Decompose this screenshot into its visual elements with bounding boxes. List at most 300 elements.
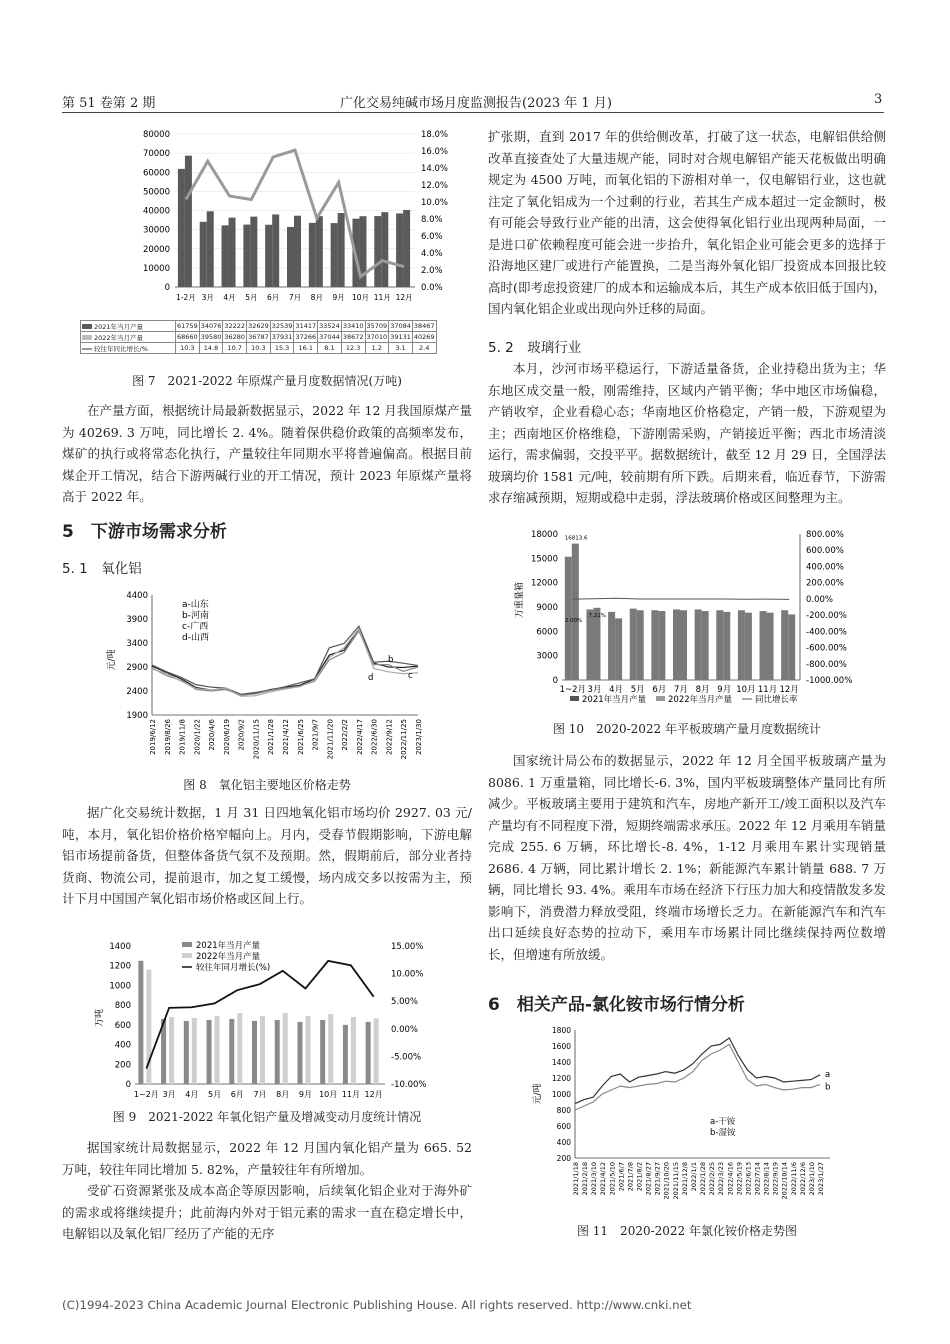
y-tick-label: 600 <box>114 1020 131 1031</box>
y2-tick-label: 5.00% <box>391 997 419 1008</box>
fig8-caption: 图 8 氧化铝主要地区价格走势 <box>183 778 351 792</box>
y2-tick-label: 8.0% <box>421 215 443 225</box>
bar-2021 <box>630 609 637 680</box>
y2-tick-label: 16.0% <box>421 147 449 157</box>
x-tick-label: 2021/9/7 <box>311 719 320 751</box>
y-tick-label: 200 <box>114 1060 131 1071</box>
x-tick-label: 10月 <box>351 293 369 302</box>
table-cell: 39580 <box>200 333 222 341</box>
bar-2022 <box>680 610 687 680</box>
heading-5-1: 5. 1 氧化铝 <box>62 561 142 577</box>
x-tick-label: 2022/2/2 <box>341 719 350 751</box>
bar-2022 <box>351 1017 356 1084</box>
x-tick-label: 2021/5/10 <box>608 1162 617 1196</box>
x-tick-label: 8月 <box>695 685 710 695</box>
bar-2022 <box>338 213 345 287</box>
table-cell: 1.2 <box>365 343 389 354</box>
y2-tick-label: -400.00% <box>806 627 847 638</box>
x-tick-label: 4月 <box>609 685 624 695</box>
legend-entry: 2021年当月产量 <box>196 941 261 951</box>
x-tick-label: 2021/6/7 <box>617 1162 626 1192</box>
y2-tick-label: 18.0% <box>421 130 449 140</box>
legend-entry: 2022年当月产量 <box>668 695 733 705</box>
bar-2021 <box>265 225 272 287</box>
x-tick-label: 2022/4/17 <box>355 719 364 755</box>
legend-swatch <box>82 324 92 329</box>
x-tick-label: 2021/9/27 <box>653 1162 662 1196</box>
x-tick-label: 3月 <box>162 1090 176 1099</box>
bar-2022 <box>283 1013 288 1084</box>
x-tick-label: 10月 <box>319 1090 338 1099</box>
y2-tick-label: 400.00% <box>806 562 844 573</box>
table-cell: 32629 <box>248 322 269 330</box>
para-glass-2: 国家统计局公布的数据显示，2022 年 12 月全国平板玻璃产量为 8086. 1 万重量箱，同比增长-6. 3%，国内平板玻璃整体产量同比有所减少。平板玻璃主要用于建筑和汽车，房地产新开工/竣工面积以及汽车产量均有不同程度下滑，短期终端需求承压。2022 年 12 月乘用车销量完成 255. 6 万辆，环比增长-8. 4%，1-12 月乘用车累计实现销量 2686. 4 万辆，同比累计增长 2. 1%；新能源汽车累计销量 688. 7 万辆，同比增长 93. 4%。乘用车市场在经济下行压力加大和疫情散发多发影响下，消费潜力释放受阻，终端市场增长乏力。在新能源汽车和汽车出口延续良好态势的拉动下，乘用车市场累计同比继续保持两位数增长，但增速有所放缓。 <box>488 753 886 962</box>
x-tick-label: 2022/11/25 <box>400 719 409 760</box>
bar-2022 <box>328 1014 333 1084</box>
fig9-caption: 图 9 2021-2022 年氧化铝产量及增减变动月度统计情况 <box>112 1110 422 1124</box>
bar-2022 <box>723 612 730 680</box>
para-coal: 在产量方面，根据统计局最新数据显示，2022 年 12 月我国原煤产量为 40269. 3 万吨，同比增长 2. 4%。随着保供稳价政策的高频率发布，煤矿的执行或将常态化执行，产量较往年同期水平将普遍偏高。根据目前煤企开工情况，结合下游两碱行业的开工情况，预计 2023 年原煤产量将高于 2022 年。 <box>62 403 472 504</box>
x-tick-label: 2022/8/14 <box>762 1162 771 1196</box>
table-cell: 36280 <box>224 333 246 341</box>
curve-letter: a <box>825 1069 831 1080</box>
bar-2021 <box>781 610 788 680</box>
bar-2021 <box>243 225 250 287</box>
bar-2021 <box>287 227 294 287</box>
table-cell: 15.3 <box>270 343 294 354</box>
bar-2022 <box>215 1016 220 1084</box>
x-tick-label: 2022/1/1 <box>689 1162 698 1192</box>
bar-2021 <box>297 1022 302 1084</box>
y-tick-label: 3000 <box>536 651 558 662</box>
y2-tick-label: 14.0% <box>421 164 449 174</box>
x-tick-label: 2021/1/28 <box>267 719 276 755</box>
x-tick-label: 2020/1/22 <box>193 719 202 755</box>
table-cell: 37084 <box>390 322 411 330</box>
fig7-row-2022 <box>81 332 437 343</box>
x-tick-label: 6月 <box>267 293 280 302</box>
y-tick-label: 1000 <box>109 981 131 992</box>
heading-5-2: 5. 2 玻璃行业 <box>488 340 582 356</box>
x-tick-label: 7月 <box>288 293 302 302</box>
x-tick-label: 12月 <box>779 685 799 695</box>
bar-2022 <box>229 218 236 287</box>
x-tick-label: 2020/11/15 <box>252 719 261 760</box>
x-tick-label: 5月 <box>630 685 645 695</box>
bar-2022 <box>745 613 752 680</box>
bar-2022 <box>658 611 665 680</box>
x-tick-label: 10月 <box>736 685 756 695</box>
bar-2022 <box>272 214 279 287</box>
x-tick-label: 2020/6/19 <box>222 719 231 755</box>
table-cell: 10.3 <box>176 343 200 354</box>
data-label: 7.21% <box>588 613 606 619</box>
fig10-chart <box>510 522 880 712</box>
x-tick-label: 2022/12/6 <box>798 1162 807 1196</box>
y-tick-label: 3900 <box>126 615 148 625</box>
header-volume: 第 51 卷第 2 期 <box>62 96 156 111</box>
bar-2022 <box>615 618 622 680</box>
fig7-row-label <box>81 332 176 343</box>
x-tick-label: 3月 <box>201 293 214 302</box>
bar-2022 <box>237 1013 242 1084</box>
y-tick-label: 800 <box>556 1106 571 1115</box>
y-tick-label: 0 <box>125 1080 131 1090</box>
y2-tick-label: -200.00% <box>806 611 847 622</box>
x-tick-label: 2022/5/19 <box>735 1162 744 1196</box>
fig9-chart <box>90 938 460 1106</box>
y-tick-label: 2900 <box>126 663 148 673</box>
bar-2021 <box>178 169 185 287</box>
y-tick-label: 10000 <box>142 263 170 274</box>
y2-tick-label: -1000.00% <box>806 676 853 686</box>
x-tick-label: 2022/11/6 <box>789 1162 798 1196</box>
data-label: 16813.6 <box>564 535 588 542</box>
bar-2021 <box>320 1020 325 1084</box>
bar-2021 <box>200 222 207 287</box>
x-tick-label: 6月 <box>652 685 667 695</box>
legend-entry: b-湿铵 <box>710 1128 736 1138</box>
bar-2021 <box>184 1021 189 1084</box>
y2-tick-label: -600.00% <box>806 643 847 654</box>
legend-swatch <box>570 696 579 701</box>
x-tick-label: 1~2月 <box>559 685 587 695</box>
bar-2021 <box>309 223 316 287</box>
x-tick-label: 2022/3/23 <box>717 1162 726 1196</box>
legend-entry: b-河南 <box>182 611 209 621</box>
y-tick-label: 1400 <box>109 942 131 952</box>
y-tick-label: 60000 <box>142 168 170 179</box>
legend-swatch <box>656 696 665 701</box>
x-tick-label: 5月 <box>207 1090 222 1099</box>
y-tick-label: 20000 <box>142 244 170 255</box>
bar-2022 <box>260 1016 265 1084</box>
x-tick-label: 2022/6/30 <box>370 719 379 755</box>
x-tick-label: 2023/1/30 <box>415 719 423 755</box>
x-tick-label: 7月 <box>674 685 688 695</box>
x-tick-label: 2022/1/28 <box>699 1162 708 1196</box>
table-cell: 33524 <box>319 322 340 330</box>
legend-entry: d-山西 <box>182 633 209 643</box>
x-tick-label: 2020/4/6 <box>208 719 217 751</box>
y-tick-label: 70000 <box>142 149 170 160</box>
legend-swatch <box>182 942 192 947</box>
y-tick-label: 40000 <box>142 206 170 217</box>
x-tick-label: 9月 <box>332 293 345 302</box>
y-tick-label: 12000 <box>530 578 558 589</box>
y-tick-label: 9000 <box>536 603 558 613</box>
fig7-row-2021 <box>81 321 437 332</box>
bar-2021 <box>760 611 767 680</box>
y-axis-label: 元/吨 <box>533 1083 543 1105</box>
y2-tick-label: 15.00% <box>391 942 424 952</box>
y2-tick-label: 2.0% <box>421 266 443 276</box>
x-tick-label: 2021/11/20 <box>326 719 335 760</box>
y2-tick-label: 6.0% <box>421 232 443 242</box>
y-tick-label: 1400 <box>551 1058 571 1067</box>
bar-2021 <box>673 609 680 680</box>
bar-2021 <box>331 223 338 287</box>
table-cell: 32539 <box>271 322 293 330</box>
bar-2021 <box>586 609 593 680</box>
y2-tick-label: 12.0% <box>421 181 449 191</box>
y2-tick-label: 800.00% <box>806 530 844 540</box>
y-axis-label: 元/吨 <box>107 649 117 671</box>
x-tick-label: 2022/4/16 <box>726 1162 735 1196</box>
table-cell: 12.3 <box>341 343 365 354</box>
curve-letter: b <box>388 655 394 665</box>
fig11-caption: 图 11 2020-2022 年氯化铵价格走势图 <box>576 1224 798 1238</box>
price-line-0 <box>575 1038 820 1104</box>
bar-2021 <box>738 610 745 680</box>
fig7-label-2021: 2021年当月产量 <box>94 322 144 331</box>
y2-tick-label: 0.00% <box>391 1024 419 1035</box>
y-tick-label: 4400 <box>126 591 148 601</box>
y-tick-label: 400 <box>556 1138 571 1147</box>
x-tick-label: 12月 <box>395 293 413 302</box>
heading-section-6: 6 相关产品-氯化铵市场行情分析 <box>488 995 745 1015</box>
x-tick-label: 2021/11/15 <box>671 1162 680 1200</box>
fig11-chart <box>530 1020 840 1216</box>
bar-2021 <box>252 1021 257 1084</box>
table-cell: 2.4 <box>412 343 436 354</box>
table-cell: 10.3 <box>247 343 271 354</box>
growth-line <box>573 598 789 599</box>
x-tick-label: 1~2月 <box>133 1090 159 1099</box>
fig7-row-label <box>81 343 176 354</box>
x-tick-label: 3月 <box>587 685 602 695</box>
table-cell: 39131 <box>390 333 411 341</box>
x-tick-label: 11月 <box>341 1090 361 1099</box>
x-tick-label: 4月 <box>223 293 236 302</box>
table-cell: 34076 <box>200 322 222 330</box>
x-tick-label: 2021/12/8 <box>680 1162 689 1196</box>
x-tick-label: 2022/7/14 <box>753 1162 762 1196</box>
table-cell: 61759 <box>177 322 198 330</box>
fig7-row-label <box>81 321 176 332</box>
header-rule <box>62 112 884 113</box>
x-tick-label: 2020/9/2 <box>237 719 246 751</box>
y2-tick-label: 600.00% <box>806 546 844 557</box>
bar-2021 <box>651 610 658 680</box>
y-tick-label: 3400 <box>126 639 148 649</box>
table-cell: 31417 <box>295 322 317 330</box>
y-tick-label: 1900 <box>126 711 148 721</box>
table-cell: 40269 <box>413 333 435 341</box>
legend-swatch <box>182 953 192 958</box>
fig7-row-growth <box>81 343 437 354</box>
table-cell: 37044 <box>319 333 340 341</box>
bar-2021 <box>207 1020 212 1084</box>
y2-tick-label: -10.00% <box>391 1080 427 1090</box>
table-cell: 38467 <box>413 322 435 330</box>
table-cell: 10.7 <box>223 343 247 354</box>
legend-swatch <box>82 348 92 350</box>
y2-tick-label: 200.00% <box>806 578 844 589</box>
table-cell: 37931 <box>271 333 293 341</box>
para-alumina-3: 受矿石资源紧张及成本高企等原因影响，后续氧化铝企业对于海外矿的需求或将继续提升；此前海内外对于铝元素的需求一直在稳定增长中，电解铝以及氧化铝厂经历了产能的无序 <box>62 1183 472 1241</box>
bar-2021 <box>343 1025 348 1084</box>
bar-2022 <box>305 1016 310 1084</box>
para-alumina-cont: 扩张期，直到 2017 年的供给侧改革，打破了这一状态，电解铝供给侧改革直接查处了大量违规产能，同时对合规电解铝产能天花板做出明确规定为 4500 万吨，而氧化铝的下游相对单一，仅电解铝行业，这也就注定了氧化铝成为一个过剩的行业，若其生产成本超过一定金额时，极有可能会导致行业产能的出清，这会使得氧化铝行业出现两种局面，一是进口矿依赖程度可能会进一步抬升，氧化铝企业可能会更多的选择于沿海地区建厂或进行产能置换，二是当海外氧化铝厂投资成本回报比较高时(即考虑投资建厂的成本和运输成本后，其生产成本依旧低于国内)，国内氧化铝企业或出现向外迁移的局面。 <box>488 129 886 316</box>
table-cell: 8.1 <box>318 343 342 354</box>
y-tick-label: 600 <box>556 1122 571 1131</box>
x-tick-label: 2021/10/20 <box>662 1162 671 1200</box>
y-tick-label: 400 <box>114 1040 131 1051</box>
fig7-label-growth: 较往年同比增长/% <box>94 344 148 353</box>
y-tick-label: 80000 <box>142 130 170 140</box>
x-tick-label: 2022/10/14 <box>780 1162 789 1200</box>
x-tick-label: 2021/8/27 <box>644 1162 653 1196</box>
x-tick-label: 2021/1/18 <box>572 1162 580 1196</box>
y-tick-label: 0 <box>164 283 170 293</box>
bar-2022 <box>767 613 774 680</box>
x-tick-label: 2022/9/19 <box>771 1162 780 1196</box>
legend-entry: 同比增长率 <box>755 695 798 705</box>
x-tick-label: 2021/3/10 <box>590 1162 599 1196</box>
bar-2021 <box>716 610 723 680</box>
y-tick-label: 50000 <box>142 187 170 198</box>
y-tick-label: 15000 <box>530 554 558 565</box>
x-tick-label: 12月 <box>364 1090 383 1099</box>
table-cell: 68660 <box>177 333 198 341</box>
table-cell: 33410 <box>342 322 364 330</box>
x-tick-label: 2019/8/26 <box>163 719 172 755</box>
y-tick-label: 800 <box>114 1001 131 1012</box>
legend-entry: a-山东 <box>182 600 209 610</box>
x-tick-label: 4月 <box>185 1090 199 1099</box>
bar-2022 <box>702 611 709 680</box>
bar-2022 <box>316 216 323 287</box>
footer-copyright: (C)1994-2023 China Academic Journal Electronic Publishing House. All rights reserved. http://www.cnki.net <box>62 1298 692 1312</box>
table-cell: 3.1 <box>389 343 413 354</box>
bar-2022 <box>637 610 644 680</box>
data-label: 2.00% <box>564 618 583 624</box>
heading-section-5: 5 下游市场需求分析 <box>62 522 227 542</box>
x-tick-label: 11月 <box>373 293 391 302</box>
bar-2021 <box>138 961 143 1084</box>
para-alumina-2: 据国家统计局数据显示，2022 年 12 月国内氧化铝产量为 665. 52 万吨，较往年同比增加 5. 82%，产量较往年有所增加。 <box>62 1140 472 1177</box>
bar-2021 <box>396 213 403 287</box>
x-tick-label: 2022/9/12 <box>385 719 394 755</box>
x-tick-label: 2021/4/12 <box>599 1162 608 1196</box>
x-tick-label: 2021/7/8 <box>626 1162 635 1192</box>
bar-2022 <box>185 156 192 287</box>
x-tick-label: 11月 <box>757 685 778 695</box>
bar-2022 <box>207 211 214 287</box>
bar-2022 <box>374 1018 379 1084</box>
bar-2022 <box>169 1017 174 1084</box>
y2-tick-label: 10.0% <box>421 198 449 208</box>
y2-tick-label: 0.0% <box>421 283 443 293</box>
curve-letter: b <box>825 1082 831 1093</box>
x-tick-label: 6月 <box>230 1090 244 1099</box>
y-axis-label: 万吨 <box>95 1008 105 1028</box>
x-tick-label: 9月 <box>717 685 732 695</box>
y-axis-label: 万重量箱 <box>515 581 525 619</box>
table-cell: 32222 <box>224 322 246 330</box>
fig7-label-2022: 2022年当月产量 <box>94 333 144 342</box>
curve-letter: d <box>368 673 374 683</box>
y-tick-label: 1200 <box>109 961 131 972</box>
fig7-caption: 图 7 2021-2022 年原煤产量月度数据情况(万吨) <box>132 374 402 388</box>
bar-2021 <box>229 1019 234 1084</box>
legend-entry: 较往年同月增长(%) <box>196 963 271 973</box>
x-tick-label: 2022/6/13 <box>744 1162 753 1196</box>
y-tick-label: 0 <box>552 676 558 686</box>
legend-entry: 2022年当月产量 <box>196 952 261 962</box>
x-tick-label: 2023/1/27 <box>817 1162 825 1196</box>
x-tick-label: 7月 <box>253 1090 267 1099</box>
bar-2022 <box>572 544 579 680</box>
bar-2022 <box>381 212 388 287</box>
bar-2021 <box>222 225 229 287</box>
page-number: 3 <box>874 92 883 107</box>
header-title: 广化交易纯碱市场月度监测报告(2023 年 1 月) <box>340 96 612 111</box>
x-tick-label: 2023/1/10 <box>807 1162 816 1196</box>
legend-entry: 2021年当月产量 <box>582 695 647 705</box>
x-tick-label: 5月 <box>245 293 258 302</box>
table-cell: 37266 <box>295 333 317 341</box>
price-line-1 <box>575 1044 820 1110</box>
x-tick-label: 9月 <box>298 1090 313 1099</box>
x-tick-label: 1-2月 <box>176 293 196 302</box>
y-tick-label: 1000 <box>551 1090 571 1099</box>
bar-2022 <box>294 216 301 287</box>
para-glass-1: 本月，沙河市场平稳运行，下游适量备货，企业持稳出货为主；华东地区成交量一般，刚需维持，区域内产销平衡；华中地区市场偏稳，产销收窄，企业看稳心态；华南地区价格稳定，产销一般，下游观望为主；西南地区价格维稳，下游刚需采购，产销接近平衡；西北市场清淡运行，需求偏弱，交投平平。据数据统计，截至 12 月 29 日，全国浮法玻璃均价 1581 元/吨，较前期有所下跌。后期来看，临近春节，下游需求存缩减预期，短期或稳中走弱，浮法玻璃价格或区间整理为主。 <box>488 361 886 505</box>
bar-2022 <box>403 210 410 287</box>
y-tick-label: 2400 <box>126 687 148 697</box>
table-cell: 36787 <box>248 333 269 341</box>
bar-2021 <box>695 609 702 680</box>
y-tick-label: 30000 <box>142 225 170 236</box>
bar-2022 <box>250 217 257 287</box>
y2-tick-label: -800.00% <box>806 659 847 670</box>
para-alumina-1: 据广化交易统计数据，1 月 31 日四地氧化铝市场均价 2927. 03 元/吨，本月，氧化铝价格价格窄幅向上。月内，受春节假期影响，下游电解铝市场提前备货，但整体备货气氛不及预期。然，假期前后，部分业者持货商、物流公司，提前退市，加之复工缓慢，场内成交多以按需为主，预计下月中国国产氧化铝市场价格或区间上行。 <box>62 805 472 906</box>
y2-tick-label: 0.00% <box>806 594 834 605</box>
y-tick-label: 18000 <box>530 530 558 540</box>
x-tick-label: 2021/2/18 <box>581 1162 590 1196</box>
table-cell: 14.8 <box>199 343 223 354</box>
y-tick-label: 200 <box>556 1154 571 1163</box>
bar-2021 <box>366 1022 371 1084</box>
y-tick-label: 1200 <box>551 1074 571 1083</box>
x-tick-label: 2021/4/12 <box>282 719 290 755</box>
y-tick-label: 1800 <box>551 1026 571 1035</box>
fig7-data-table <box>80 320 437 354</box>
x-tick-label: 2019/6/12 <box>149 719 157 755</box>
legend-swatch <box>82 335 92 340</box>
table-cell: 16.1 <box>294 343 318 354</box>
y2-tick-label: -5.00% <box>391 1052 422 1063</box>
y-tick-label: 6000 <box>536 627 558 638</box>
fig7-chart <box>80 122 460 322</box>
bar-2021 <box>275 1020 280 1084</box>
bar-2022 <box>788 614 795 680</box>
x-tick-label: 2021/8/2 <box>635 1162 644 1192</box>
bar-2022 <box>192 1018 197 1084</box>
x-tick-label: 8月 <box>310 293 323 302</box>
fig8-chart <box>100 580 430 780</box>
table-cell: 38672 <box>342 333 364 341</box>
table-cell: 35709 <box>366 322 388 330</box>
x-tick-label: 2019/11/8 <box>178 719 187 755</box>
fig10-caption: 图 10 2020-2022 年平板玻璃产量月度数据统计 <box>552 722 822 736</box>
curve-letter: c <box>408 671 413 681</box>
x-tick-label: 2022/2/25 <box>708 1162 717 1196</box>
table-cell: 37010 <box>366 333 388 341</box>
x-tick-label: 2021/6/25 <box>296 719 305 755</box>
